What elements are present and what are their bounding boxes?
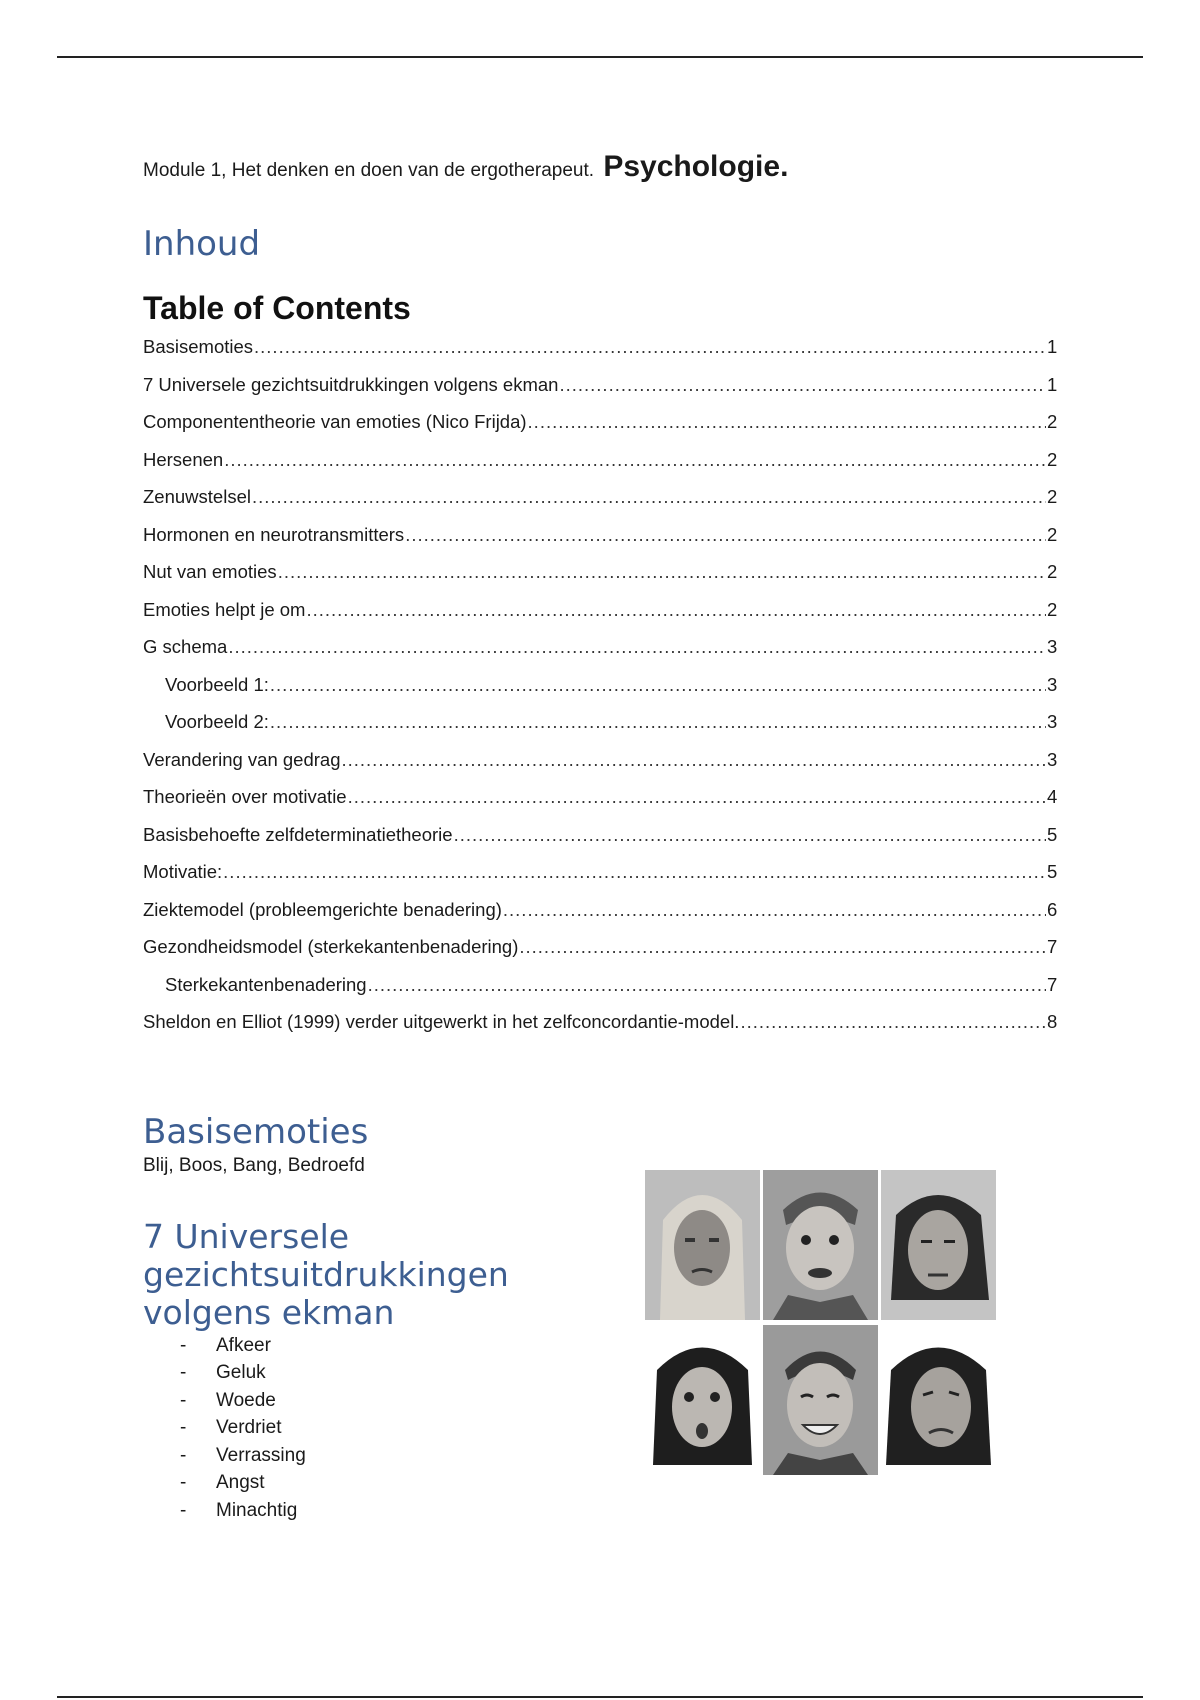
bullet-dash: -	[180, 1334, 187, 1356]
toc-label: G schema	[143, 636, 228, 657]
face-photo-happiness	[763, 1325, 878, 1475]
face-icon	[881, 1325, 996, 1475]
face-photo-surprise	[645, 1325, 760, 1475]
toc-entry[interactable]	[143, 561, 1057, 599]
toc-page: 8	[1047, 1011, 1058, 1032]
toc-label: Nut van emoties	[143, 561, 277, 582]
subject-title: Psychologie.	[603, 150, 789, 183]
list-item-label: Verdriet	[216, 1417, 282, 1439]
toc-entry[interactable]	[143, 674, 1057, 712]
toc-entry[interactable]	[143, 711, 1057, 749]
face-photo-sadness	[881, 1325, 996, 1475]
toc-page: 7	[1047, 973, 1058, 995]
header-rule	[57, 56, 1143, 58]
toc-page: 2	[1047, 561, 1058, 582]
toc-entry[interactable]	[143, 336, 1057, 374]
toc-page: 3	[1047, 636, 1058, 657]
face-icon	[763, 1170, 878, 1320]
toc-entry[interactable]	[143, 486, 1057, 524]
toc-entry[interactable]	[143, 599, 1057, 637]
table-of-contents	[143, 336, 1057, 1049]
face-photo-fear	[763, 1170, 878, 1320]
toc-label: Sheldon en Elliot (1999) verder uitgewerkt in het zelfconcordantie-model.	[143, 1011, 740, 1032]
bullet-dash: -	[180, 1472, 187, 1494]
toc-label: Emoties helpt je om	[143, 598, 306, 620]
toc-label: Motivatie:	[143, 861, 223, 882]
bullet-dash: -	[180, 1389, 187, 1411]
list-item-label: Woede	[216, 1389, 276, 1411]
bullet-dash: -	[180, 1499, 187, 1521]
face-photo-disgust	[645, 1170, 760, 1320]
list-item	[180, 1360, 306, 1388]
toc-page: 3	[1047, 711, 1058, 732]
module-title: Module 1, Het denken en doen van de ergotherapeut.	[143, 160, 595, 181]
face-icon	[763, 1325, 878, 1475]
list-item-label: Minachtig	[216, 1499, 298, 1521]
inhoud-heading: Inhoud	[143, 224, 261, 264]
toc-entry[interactable]	[143, 449, 1057, 487]
toc-title: Table of Contents	[143, 290, 411, 326]
toc-page: 6	[1047, 898, 1058, 920]
toc-label: Ziektemodel (probleemgerichte benadering)	[143, 898, 502, 920]
toc-entry[interactable]	[143, 1011, 1057, 1049]
list-item-label: Geluk	[216, 1362, 266, 1384]
toc-label: 7 Universele gezichtsuitdrukkingen volgens ekman	[143, 373, 559, 395]
bullet-dash: -	[180, 1362, 187, 1384]
list-item-label: Angst	[216, 1472, 265, 1494]
toc-label: Voorbeeld 2:	[165, 711, 269, 732]
document-header	[143, 150, 788, 184]
toc-entry[interactable]	[143, 786, 1057, 824]
toc-label: Gezondheidsmodel (sterkekantenbenadering)	[143, 936, 519, 957]
universele-heading: 7 Universele gezichtsuitdrukkingen volgens ekman	[143, 1217, 509, 1332]
list-item	[180, 1332, 306, 1360]
toc-page: 2	[1047, 411, 1058, 432]
toc-label: Hersenen	[143, 448, 224, 470]
toc-label: Sterkekantenbenadering	[165, 973, 367, 995]
footer-rule	[57, 1696, 1143, 1698]
toc-page: 2	[1047, 598, 1058, 620]
toc-page: 5	[1047, 861, 1058, 882]
toc-entry[interactable]	[143, 824, 1057, 862]
bullet-dash: -	[180, 1417, 187, 1439]
list-item	[180, 1387, 306, 1415]
toc-entry[interactable]	[143, 524, 1057, 562]
emotion-list	[180, 1332, 306, 1525]
list-item	[180, 1415, 306, 1443]
face-icon	[881, 1170, 996, 1320]
toc-label: Theorieën over motivatie	[143, 786, 347, 807]
list-item-label: Verrassing	[216, 1444, 306, 1466]
toc-page: 3	[1047, 748, 1058, 770]
facial-expressions-image	[645, 1170, 997, 1475]
toc-entry[interactable]	[143, 636, 1057, 674]
toc-page: 2	[1047, 448, 1058, 470]
face-photo-anger	[881, 1170, 996, 1320]
toc-label: Zenuwstelsel	[143, 486, 251, 507]
toc-label: Voorbeeld 1:	[165, 673, 269, 695]
list-item	[180, 1442, 306, 1470]
face-icon	[645, 1325, 760, 1475]
toc-entry[interactable]	[143, 411, 1057, 449]
toc-entry[interactable]	[143, 974, 1057, 1012]
toc-label: Verandering van gedrag	[143, 748, 341, 770]
toc-page: 2	[1047, 486, 1058, 507]
list-item-label: Afkeer	[216, 1334, 271, 1356]
list-item	[180, 1497, 306, 1525]
toc-label: Basisbehoefte zelfdeterminatietheorie	[143, 823, 453, 845]
face-icon	[645, 1170, 760, 1320]
toc-entry[interactable]	[143, 749, 1057, 787]
bullet-dash: -	[180, 1444, 187, 1466]
toc-page: 3	[1047, 673, 1058, 695]
toc-page: 2	[1047, 523, 1058, 545]
toc-label: Componententheorie van emoties (Nico Frijda)	[143, 411, 527, 432]
toc-entry[interactable]	[143, 861, 1057, 899]
toc-label: Basisemoties	[143, 336, 254, 357]
list-item	[180, 1470, 306, 1498]
toc-page: 4	[1047, 786, 1058, 807]
toc-page: 7	[1047, 936, 1058, 957]
toc-page: 1	[1047, 373, 1058, 395]
toc-entry[interactable]	[143, 899, 1057, 937]
toc-entry[interactable]	[143, 374, 1057, 412]
basisemoties-text: Blij, Boos, Bang, Bedroefd	[143, 1155, 365, 1176]
basisemoties-heading: Basisemoties	[143, 1112, 369, 1152]
toc-page: 5	[1047, 823, 1058, 845]
toc-page: 1	[1047, 336, 1058, 357]
toc-label: Hormonen en neurotransmitters	[143, 523, 405, 545]
toc-entry[interactable]	[143, 936, 1057, 974]
